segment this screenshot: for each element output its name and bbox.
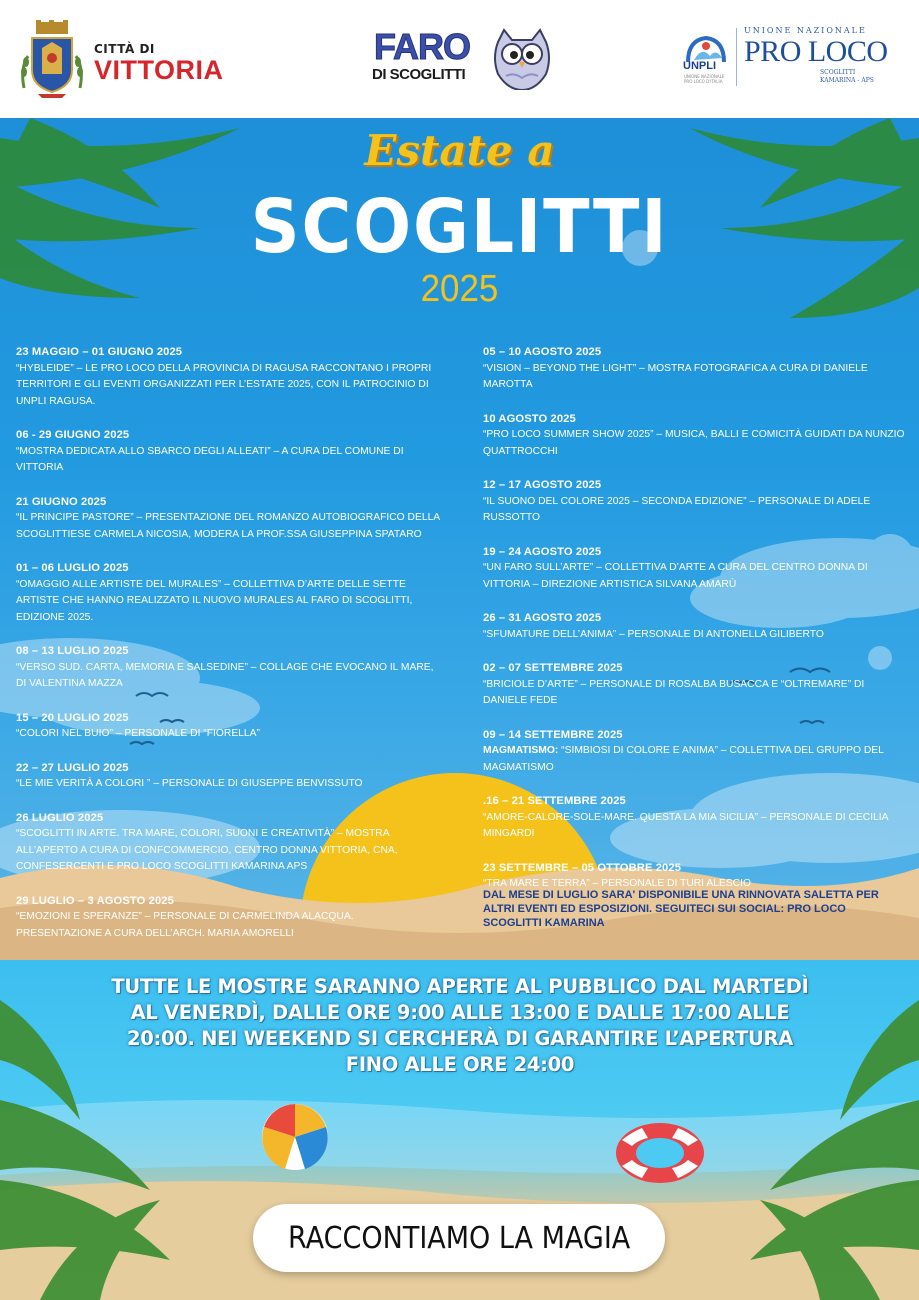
faro-subtitle: DI SCOGLITTI (372, 66, 466, 83)
event-description: “OMAGGIO ALLE ARTISTE DEL MURALES” – COLLETTIVA D’ARTE DELLE SETTE ARTISTE CHE HANNO REALIZZATO IL NUOVO MURALES AL FARO DI SCOGLITTI, EDIZIONE 2025. (16, 578, 413, 623)
event-date: 10 AGOSTO 2025 (483, 412, 576, 425)
owl-icon (488, 28, 556, 90)
event-description: “IL SUONO DEL COLORE 2025 – SECONDA EDIZIONE” – PERSONALE DI ADELE RUSSOTTO (483, 495, 871, 523)
event-date: 06 - 29 GIUGNO 2025 (16, 429, 130, 441)
saletta-note: DAL MESE DI LUGLIO SARA' DISPONIBILE UNA RINNOVATA SALETTA PER ALTRI EVENTI ED ESPOSIZIONI. SEGUITECI SUI SOCIAL: PRO LOCO SCOGLITTI KAMARINA (483, 889, 879, 929)
event-date: 22 – 27 LUGLIO 2025 (16, 761, 129, 774)
event-description: “VERSO SUD. CARTA, MEMORIA E SALSEDINE” – COLLAGE CHE EVOCANO IL MARE, DI VALENTINA MAZZA (16, 661, 434, 689)
event-item (16, 760, 441, 793)
beach-ball-icon (260, 1102, 330, 1172)
life-ring-icon (612, 1118, 708, 1188)
event-description: “SFUMATURE DELL’ANIMA” – PERSONALE DI ANTONELLA GILIBERTO (483, 628, 824, 640)
title-estate: Estate a (364, 126, 555, 175)
event-item (483, 344, 908, 394)
event-date: 26 – 31 AGOSTO 2025 (483, 612, 602, 624)
event-description: “LE MIE VERITÀ A COLORI ” – PERSONALE DI GIUSEPPE BENVISSUTO (16, 778, 363, 789)
vittoria-small-label: CITTÀ DI (94, 42, 155, 56)
event-date: 26 LUGLIO 2025 (16, 811, 104, 824)
event-item (483, 411, 908, 461)
event-date: 23 SETTEMBRE – 05 OTTOBRE 2025 (483, 861, 682, 874)
event-item (16, 810, 441, 876)
program-section (0, 118, 919, 960)
event-description: “PRO LOCO SUMMER SHOW 2025” – MUSICA, BALLI E COMICITÀ GUIDATI DA NUNZIO QUATTROCCHI (483, 429, 905, 457)
title-scoglitti: SCOGLITTI (250, 184, 669, 270)
event-item (483, 793, 908, 843)
proloco-name: PRO LOCO (744, 35, 888, 68)
event-date: 01 – 06 LUGLIO 2025 (16, 562, 129, 574)
event-item (16, 427, 441, 477)
event-item (16, 643, 441, 693)
event-description: “TRA MARE E TERRA” – PERSONALE DI TURI ALESCIO (483, 878, 751, 889)
proloco-location-sub: KAMARINA - APS (820, 77, 874, 84)
events-column-right (483, 344, 908, 910)
event-date: 12 – 17 AGOSTO 2025 (483, 479, 602, 491)
opening-hours-text: TUTTE LE MOSTRE SARANNO APERTE AL PUBBLICO DAL MARTEDÌ AL VENERDÌ, DALLE ORE 9:00 ALLE 13:00 E DALLE 17:00 ALLE 20:00. NEI WEEKEND SI CERCHERÀ DI GARANTIRE L’APERTURA FINO ALLE ORE 24:00 (111, 975, 809, 1076)
event-item (483, 610, 908, 643)
event-description: “HYBLEIDE” – LE PRO LOCO DELLA PROVINCIA DI RAGUSA RACCONTANO I PROPRI TERRITORI E GLI EVENTI ORGANIZZATI PER L’ESTATE 2025, CON IL PATROCINIO DI UNPLI RAGUSA. (16, 362, 432, 407)
event-description: “MOSTRA DEDICATA ALLO SBARCO DEGLI ALLEATI” – A CURA DEL COMUNE DI VITTORIA (16, 445, 404, 473)
event-date: .16 – 21 SETTEMBRE 2025 (483, 795, 626, 807)
event-item (483, 727, 908, 777)
event-description (483, 743, 908, 776)
event-date: 29 LUGLIO – 3 AGOSTO 2025 (16, 894, 174, 907)
logo-divider (736, 28, 737, 86)
event-item (16, 560, 441, 626)
event-description: “IL PRINCIPE PASTORE” – PRESENTAZIONE DEL ROMANZO AUTOBIOGRAFICO DELLA SCOGLITTIESE CARMELA NICOSIA, MODERA LA PROF.SSA GIUSEPPINA SPATARO (16, 512, 440, 540)
event-item (16, 893, 441, 943)
event-description: “BRICIOLE D’ARTE” – PERSONALE DI ROSALBA BUSACCA E “OLTREMARE” DI DANIELE FEDE (483, 678, 865, 706)
event-date: 19 – 24 AGOSTO 2025 (483, 545, 602, 558)
pro-loco-logo (680, 24, 900, 94)
event-item (16, 710, 441, 743)
event-date: 21 GIUGNO 2025 (16, 495, 107, 508)
event-date: 15 – 20 LUGLIO 2025 (16, 711, 129, 724)
event-item (483, 660, 908, 710)
unpli-tiny-text: UNIONE NAZIONALE PRO LOCO D'ITALIA (684, 74, 725, 84)
faro-label: FARO (374, 26, 471, 67)
vittoria-name: VITTORIA (94, 55, 224, 85)
event-item (16, 344, 441, 410)
event-date: 23 MAGGIO – 01 GIUGNO 2025 (16, 346, 183, 358)
event-item (483, 477, 908, 527)
event-description-rest: “SIMBIOSI DI COLORE E ANIMA” – COLLETTIVA DEL GRUPPO DEL MAGMATISMO (483, 745, 884, 773)
event-description: “VISION – BEYOND THE LIGHT” – MOSTRA FOTOGRAFICA A CURA DI DANIELE MAROTTA (483, 362, 868, 390)
unpli-label: UNPLI (683, 60, 716, 72)
event-description: “UN FARO SULL’ARTE” – COLLETTIVA D’ARTE A CURA DEL CENTRO DONNA DI VITTORIA – DIREZIONE ARTISTICA SILVANA AMARÙ (483, 562, 868, 590)
event-description: “EMOZIONI E SPERANZE” – PERSONALE DI CARMELINDA ALACQUA. PRESENTAZIONE A CURA DELL’ARCH. MARIA AMORELLI (16, 911, 354, 939)
event-description: “AMORE-CALORE-SOLE-MARE. QUESTA LA MIA SICILIA” – PERSONALE DI CECILIA MINGARDI (483, 811, 888, 839)
event-date: 02 – 07 SETTEMBRE 2025 (483, 662, 623, 674)
event-description: “SCOGLITTI IN ARTE. TRA MARE, COLORI, SUONI E CREATIVITÀ” – MOSTRA ALL’APERTO A CURA DI CONFCOMMERCIO, CENTRO DONNA VITTORIA, CNA, CONFESERCENTI E PRO LOCO SCOGLITTI KAMARINA APS (16, 828, 398, 872)
event-date: 05 – 10 AGOSTO 2025 (483, 346, 602, 358)
event-date: 09 – 14 SETTEMBRE 2025 (483, 728, 623, 741)
proloco-location: SCOGLITTI (820, 69, 856, 76)
event-description: “COLORI NEL BUIO” – PERSONALE DI “FIORELLA” (16, 728, 260, 739)
faro-di-scoglitti-logo (370, 28, 560, 90)
citta-di-vittoria-logo (18, 18, 238, 102)
cta-label: RACCONTIAMO LA MAGIA (287, 1220, 631, 1256)
event-item (16, 494, 441, 544)
event-item (483, 544, 908, 594)
raccontiamo-la-magia-button[interactable] (253, 1204, 665, 1272)
title-year: 2025 (420, 268, 499, 310)
proloco-top-label: UNIONE NAZIONALE (744, 26, 867, 35)
event-date: 08 – 13 LUGLIO 2025 (16, 645, 129, 657)
city-crest-icon (18, 18, 86, 102)
events-column-left (16, 344, 441, 959)
header-bar (0, 0, 919, 118)
event-description-bold: MAGMATISMO: (483, 745, 559, 756)
